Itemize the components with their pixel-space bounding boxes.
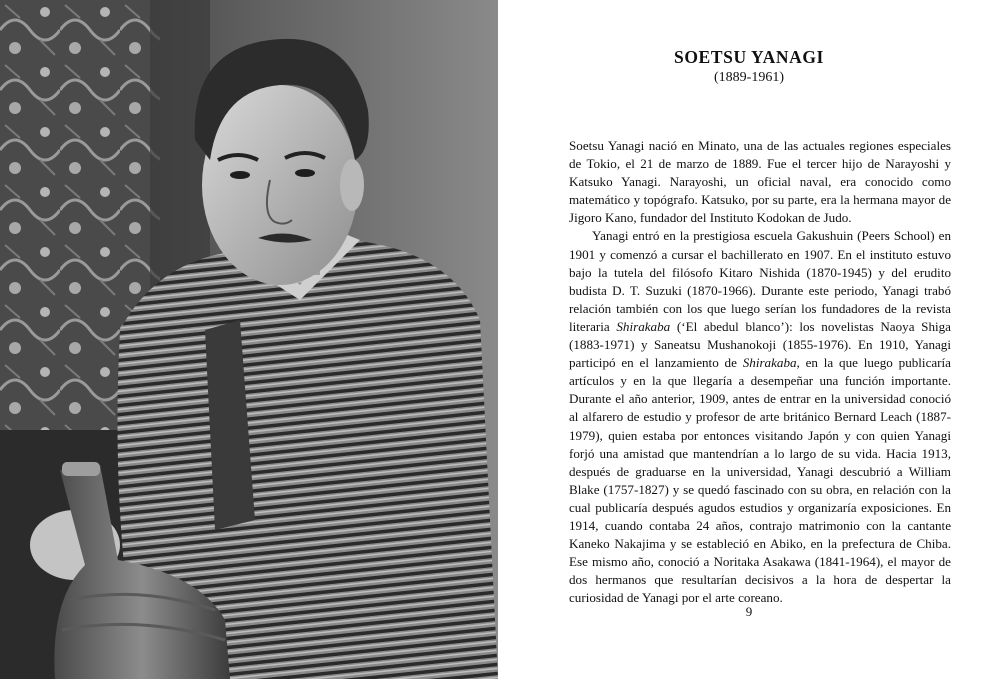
page-title: SOETSU YANAGI: [674, 47, 824, 67]
text-page: [498, 0, 1000, 679]
text-run: , en la que luego publicaría artículos y en la que llegaría a desempeñar una función importante. Durante el año anterior, 1909, antes de entrar en la universidad conoció al alfarero de estudio y profesor de arte británico Bernard Leach (1887-1979), quien estaba por entonces visitando Japón y con quien Yanagi forjó una amistad que mantendrían a lo largo de su vida. Hacia 1913, después de graduarse en la universidad, Yanagi descubrió a William Blake (1757-1827) y se quedó fascinado con su obra, en relación con la cual publicaría después agudos estudios y organizaría exposiciones. En 1914, cuando contaba 24 años, contrajo matrimonio con la cantante Kaneko Nakajima y se estableció en Abiko, en la prefectura de Chiba. Ese mismo año, conoció a Noritaka Asakawa (1841-1964), el mayor de dos hermanos que resultarían decisivos a la hora de despertar la curiosidad de Yanagi por el arte coreano.: [569, 355, 951, 606]
paragraph-2: [569, 227, 951, 607]
italic-title-run: Shirakaba: [742, 355, 797, 371]
page-number: 9: [745, 604, 753, 619]
life-dates: (1889-1961): [714, 70, 784, 85]
text-run: Yanagi entró en la prestigiosa escuela Gakushuin (Peers School) en 1901 y comenzó a cursar el bachillerato en 1907. En el instituto estuvo bajo la tutela del filósofo Kitaro Nishida (1870-1945) y del erudito budista D. T. Suzuki (1870-1966). Durante este periodo, Yanagi trabó relación también con los que luego serían los fundadores de la revista literaria: [569, 228, 951, 334]
portrait-photo: [0, 0, 498, 679]
italic-title-run: Shirakaba: [616, 318, 671, 334]
body-text: [569, 137, 951, 607]
text-run: Soetsu Yanagi nació en Minato, una de las actuales regiones especiales de Tokio, el 21 de marzo de 1889. Fue el tercer hijo de Narayoshi y Katsuko Yanagi. Narayoshi, un oficial naval, era conocido como matemático y topógrafo. Katsuko, por su parte, era la hermana mayor de Jigoro Kano, fundador del Instituto Kodokan de Judo.: [569, 138, 951, 226]
text-run: (‘El abedul blanco’): los novelistas Naoya Shiga (1883-1971) y Saneatsu Mushanokoji (1855-1976). En 1910, Yanagi participó en el lanzamiento de: [569, 318, 951, 371]
paragraph-1: [569, 137, 951, 227]
